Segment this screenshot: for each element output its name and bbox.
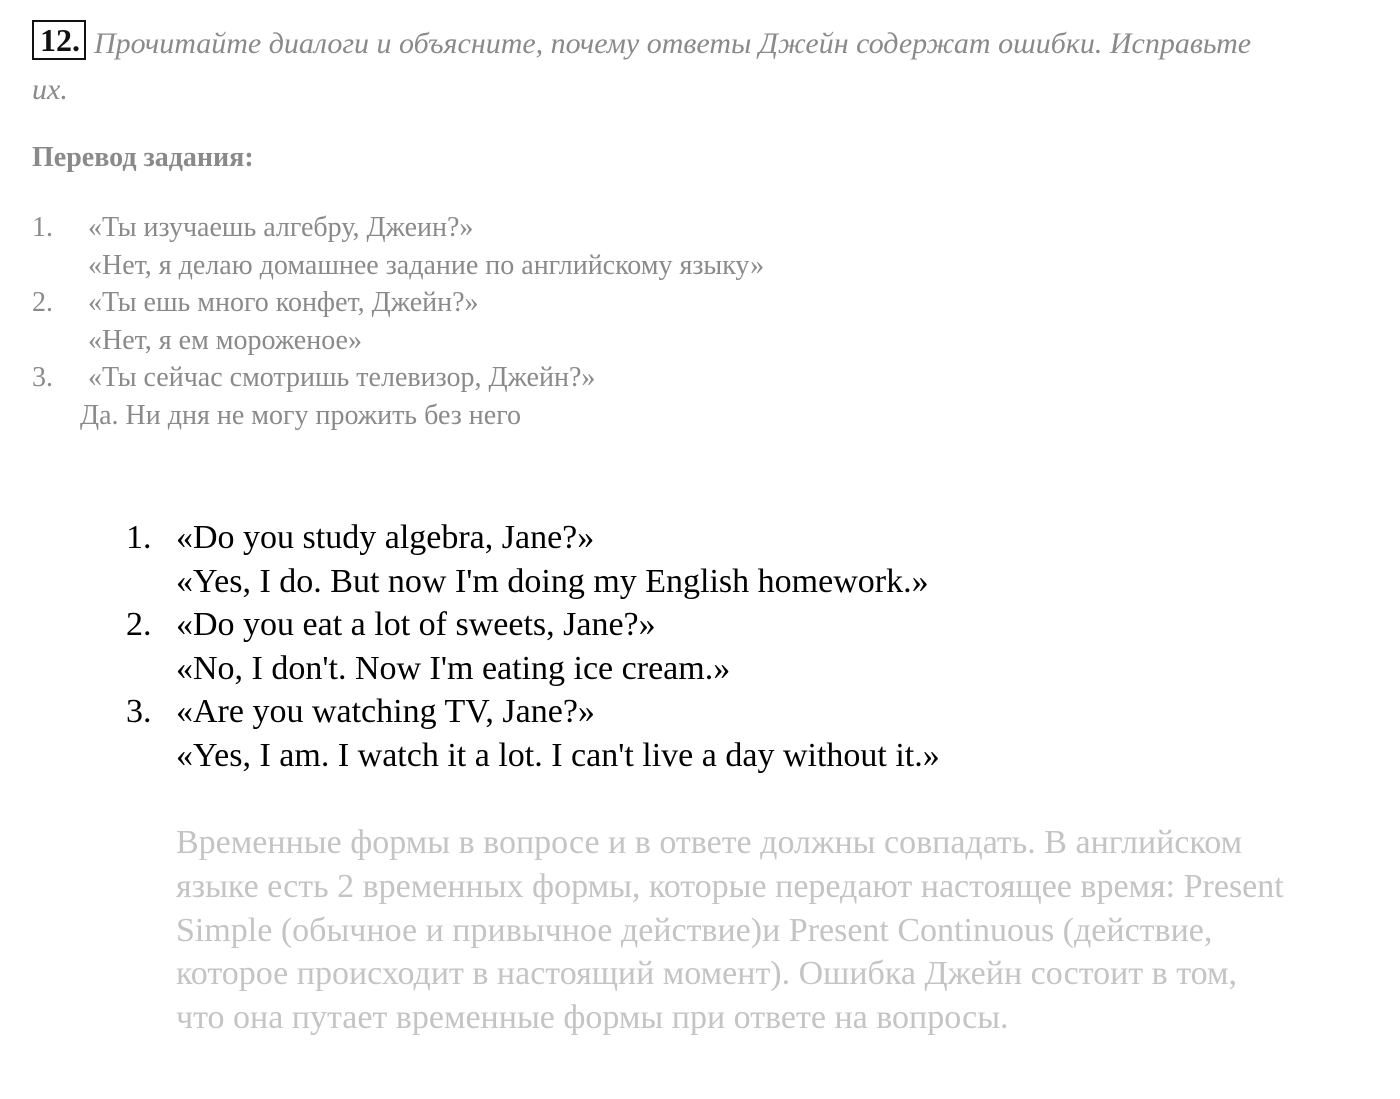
translation-item: [32, 284, 764, 359]
answer-reply: «No, I don't. Now I'm eating ice cream.»: [176, 649, 731, 687]
translation-item-number: 1.: [32, 212, 53, 243]
translation-item: [32, 359, 764, 434]
translation-question: «Ты сейчас смотришь телевизор, Джейн?»: [88, 362, 596, 393]
translation-item: [32, 209, 764, 284]
answer-question: «Do you study algebra, Jane?»: [176, 519, 595, 556]
translation-answer: «Нет, я ем мороженое»: [88, 324, 362, 356]
answer-item: [126, 516, 940, 603]
translation-answer: Да. Ни дня не могу прожить без него: [80, 399, 521, 431]
task-number: 12.: [32, 20, 86, 60]
translation-item-number: 2.: [32, 287, 53, 318]
translation-answer: «Нет, я делаю домашнее задание по английскому языку»: [88, 249, 765, 281]
answer-reply: «Yes, I am. I watch it a lot. I can't live a day without it.»: [176, 736, 940, 774]
answer-reply: «Yes, I do. But now I'm doing my English homework.»: [176, 562, 929, 600]
translation-question: «Ты ешь много конфет, Джейн?»: [88, 287, 479, 318]
translation-question: «Ты изучаешь алгебру, Джеин?»: [88, 212, 474, 243]
answer-item: [126, 690, 940, 777]
explanation-paragraph: Временные формы в вопросе и в ответе должны совпадать. В английском языке есть 2 временных формы, которые передают настоящее время: Present Simple (обычное и привычное действие)и Present Continuous (действие, которое происходит в настоящий момент). Ошибка Джейн состоит в том, что она путает временные формы при ответе на вопросы.: [176, 824, 1284, 1037]
translation-heading: Перевод задания:: [32, 142, 254, 173]
answer-item-number: 1.: [126, 519, 152, 556]
task-instruction: Прочитайте диалоги и объясните, почему ответы Джейн содержат ошибки. Исправьте их.: [32, 27, 1252, 106]
answer-question: «Do you eat a lot of sweets, Jane?»: [176, 606, 656, 643]
translation-list: [32, 209, 764, 434]
answer-item-number: 2.: [126, 606, 152, 643]
answers-list: [126, 516, 940, 777]
answer-item: [126, 603, 940, 690]
translation-item-number: 3.: [32, 362, 53, 393]
answer-question: «Are you watching TV, Jane?»: [176, 693, 595, 730]
answer-item-number: 3.: [126, 693, 152, 730]
task-header: [32, 20, 1272, 113]
